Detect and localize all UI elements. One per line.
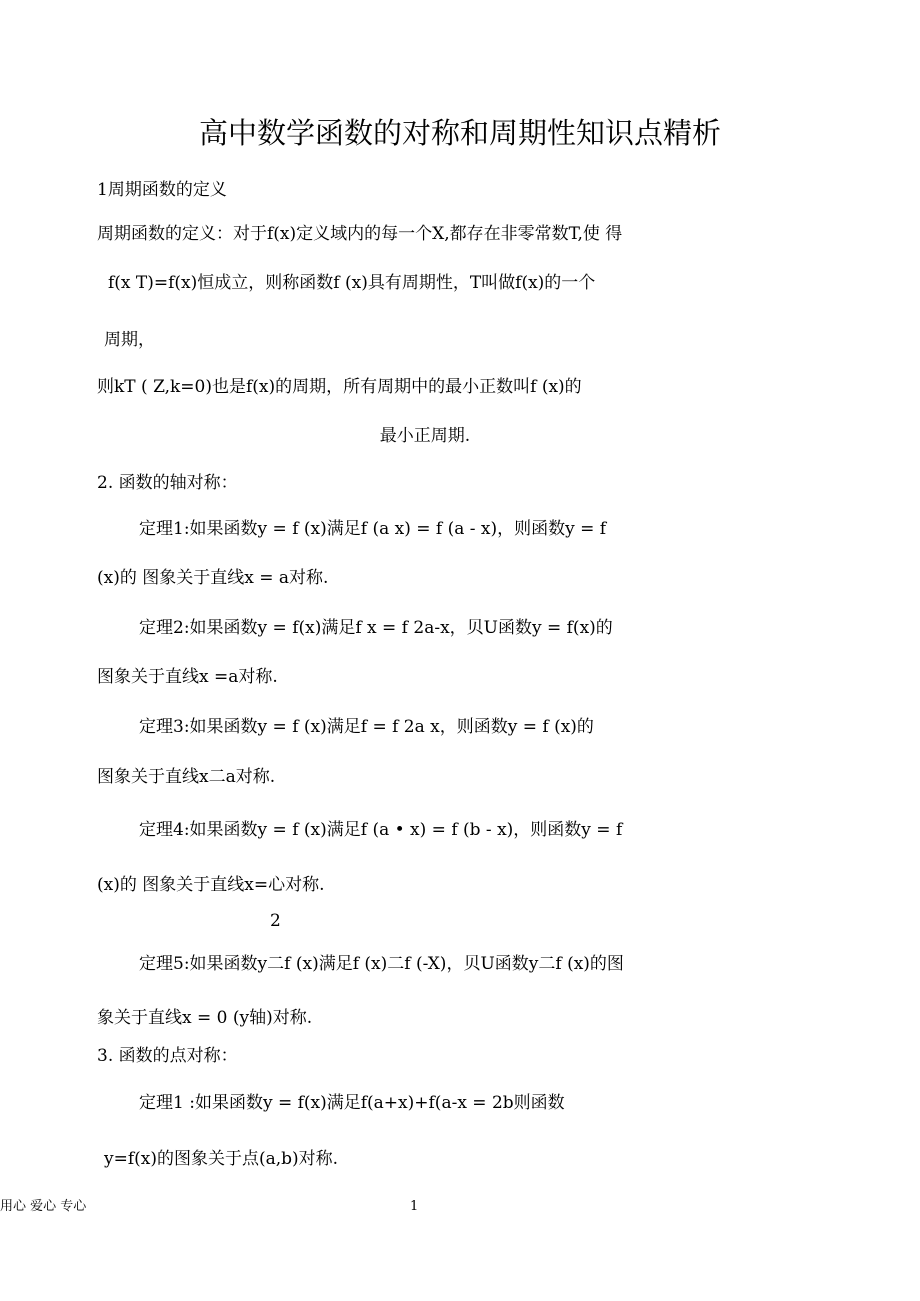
paragraph-line: 周期函数的定义：对于f(x)定义域内的每一个X,都存在非零常数T,使 得 bbox=[97, 224, 623, 244]
page-number: 1 bbox=[410, 1199, 419, 1214]
theorem-line: (x)的 图象关于直线x=心对称. bbox=[97, 875, 325, 895]
paragraph-line: 则kT ( Z,k=0)也是f(x)的周期，所有周期中的最小正数叫f (x)的 bbox=[97, 377, 582, 397]
fraction-denominator: 2 bbox=[270, 911, 281, 931]
paragraph-line: f(x T)=f(x)恒成立，则称函数f (x)具有周期性，T叫做f(x)的一个 bbox=[108, 273, 596, 293]
section-heading-periodic: 1周期函数的定义 bbox=[97, 180, 227, 200]
theorem-line: 定理1 :如果函数y = f(x)满足f(a+x)+f(a-x = 2b则函数 bbox=[139, 1093, 565, 1113]
theorem-line: 定理3:如果函数y = f (x)满足f = f 2a x，则函数y = f (x)的 bbox=[139, 717, 594, 737]
theorem-line: y=f(x)的图象关于点(a,b)对称. bbox=[104, 1149, 339, 1169]
page-title: 高中数学函数的对称和周期性知识点精析 bbox=[198, 116, 721, 150]
theorem-line: 定理4:如果函数y = f (x)满足f (a • x) = f (b - x)，则函数y = f bbox=[139, 820, 623, 840]
paragraph-line-centered: 最小正周期. bbox=[379, 426, 471, 446]
theorem-line: 定理5:如果函数y二f (x)满足f (x)二f (-X)，贝U函数y二f (x)的图 bbox=[139, 954, 624, 974]
footer-slogan: 用心 爱心 专心 bbox=[0, 1199, 87, 1214]
theorem-line: 图象关于直线x =a对称. bbox=[97, 667, 278, 687]
theorem-line: (x)的 图象关于直线x = a对称. bbox=[97, 568, 329, 588]
theorem-line: 定理2:如果函数y = f(x)满足f x = f 2a-x，贝U函数y = f(x)的 bbox=[139, 618, 613, 638]
section-heading-point-symmetry: 3. 函数的点对称： bbox=[97, 1046, 238, 1066]
theorem-line: 图象关于直线x二a对称. bbox=[97, 767, 276, 787]
section-heading-axis-symmetry: 2. 函数的轴对称： bbox=[97, 473, 238, 493]
theorem-line: 定理1:如果函数y = f (x)满足f (a x) = f (a - x)，则函数y = f bbox=[139, 519, 607, 539]
paragraph-line: 周期， bbox=[104, 330, 155, 350]
theorem-line: 象关于直线x = 0 (y轴)对称. bbox=[97, 1008, 313, 1028]
